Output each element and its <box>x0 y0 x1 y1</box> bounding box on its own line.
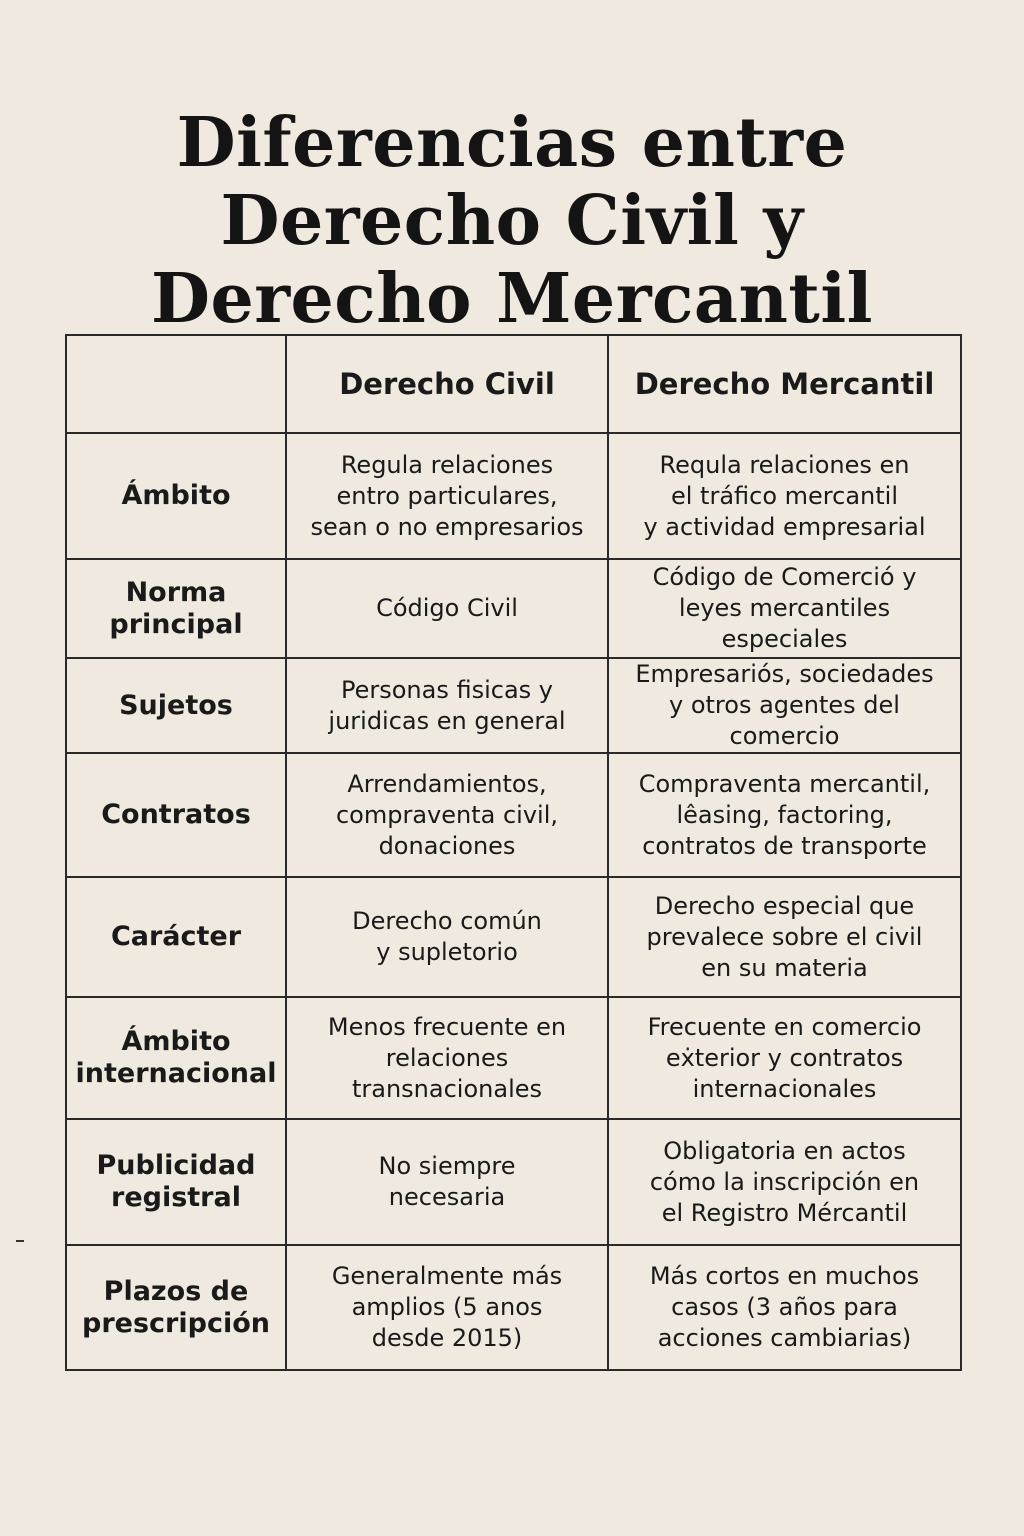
row-label: Plazos de prescripción <box>66 1245 286 1370</box>
mercantil-cell: Empresariós, sociedades y otros agentes del comercio <box>608 658 961 753</box>
mercantil-cell: Requla relaciones en el tráfico mercantil y actividad empresarial <box>608 433 961 559</box>
mercantil-cell: Código de Comerció y leyes mercantiles especiales <box>608 559 961 658</box>
column-header-mercantil: Derecho Mercantil <box>608 335 961 433</box>
page-title <box>0 104 1024 338</box>
mercantil-cell: Compraventa mercantil, lêasing, factoring, contratos de transporte <box>608 753 961 877</box>
mercantil-cell: Derecho especial que prevalece sobre el civil en su materia <box>608 877 961 997</box>
row-label: Carácter <box>66 877 286 997</box>
civil-cell: No siempre necesaria <box>286 1119 608 1245</box>
title-line-1: Diferencias entre <box>176 102 848 183</box>
column-header-civil: Derecho Civil <box>286 335 608 433</box>
mercantil-cell: Obligatoria en actos cómo la inscripción en el Registro Mércantil <box>608 1119 961 1245</box>
table-row <box>66 1245 961 1370</box>
civil-cell: Arrendamientos, compraventa civil, donaciones <box>286 753 608 877</box>
mercantil-cell: Frecuente en comercio eẋterior y contratos internacionales <box>608 997 961 1119</box>
row-label: Publicidad registral <box>66 1119 286 1245</box>
title-line-3: Derecho Mercantil <box>150 258 874 339</box>
corner-cell <box>66 335 286 433</box>
title-line-2: Derecho Civil y <box>220 180 804 261</box>
civil-cell: Personas fisicas y juridicas en general <box>286 658 608 753</box>
row-label: Contratos <box>66 753 286 877</box>
comparison-table <box>65 334 962 1371</box>
civil-cell: Regula relaciones entro particulares, sean o no empresarios <box>286 433 608 559</box>
margin-mark <box>16 1240 24 1242</box>
table-row <box>66 433 961 559</box>
civil-cell: Código Civil <box>286 559 608 658</box>
table-row <box>66 753 961 877</box>
table-row <box>66 559 961 658</box>
mercantil-cell: Más cortos en muchos casos (3 años para acciones cambiarias) <box>608 1245 961 1370</box>
table-row <box>66 1119 961 1245</box>
table-row <box>66 997 961 1119</box>
row-label: Ámbito <box>66 433 286 559</box>
row-label: Sujetos <box>66 658 286 753</box>
civil-cell: Menos frecuente en relaciones transnacionales <box>286 997 608 1119</box>
table-row <box>66 877 961 997</box>
table-row <box>66 658 961 753</box>
row-label: Norma principal <box>66 559 286 658</box>
row-label: Ámbito internacional <box>66 997 286 1119</box>
civil-cell: Generalmente más amplios (5 anos desde 2015) <box>286 1245 608 1370</box>
table-header-row <box>66 335 961 433</box>
civil-cell: Derecho común y supletorio <box>286 877 608 997</box>
